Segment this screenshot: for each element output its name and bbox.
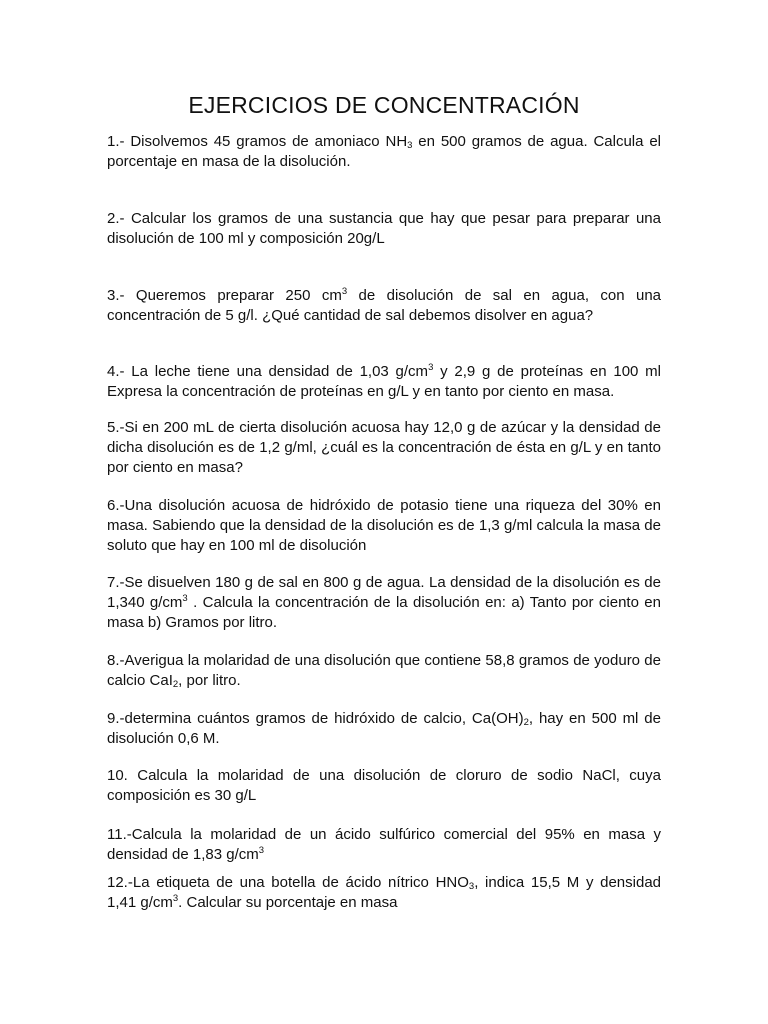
exercise-text: 6.-Una disolución acuosa de hidróxido de potasio tiene una riqueza del 30% en masa. Sabiendo que la densidad de la disolución es de 1,3 g/ml calcula la masa de soluto que hay en 100 ml de disolución [107,497,661,554]
exercise-text: , por litro. [178,672,241,689]
exercise-8 [107,651,661,691]
exercise-text: 7.-Se disuelven 180 g de sal en 800 g de agua. La densidad de la disolución es de 1,340 g/cm [107,574,661,611]
superscript: 3 [258,845,265,856]
superscript: 3 [341,286,348,297]
superscript: 3 [182,593,188,604]
exercise-text: 11.-Calcula la molaridad de un ácido sulfúrico comercial del 95% en masa y densidad de 1,83 g/cm [107,826,661,863]
exercise-text: en 500 gramos de agua. Calcula el porcentaje en masa de la disolución. [107,133,662,170]
subscript: 2 [172,679,179,690]
exercise-text: 5.-Si en 200 mL de cierta disolución acuosa hay 12,0 g de azúcar y la densidad de dicha disolución es de 1,2 g/ml, ¿cuál es la concentración de ésta en g/L y en tanto por ciento en masa? [107,419,661,476]
subscript: 3 [468,881,475,892]
exercise-text: 3.- Queremos preparar 250 cm [107,287,342,304]
exercise-4 [107,362,661,402]
subscript: 2 [523,717,529,728]
exercise-text: 10. Calcula la molaridad de una disolución de cloruro de sodio NaCl, cuya composición es 30 g/L [107,767,661,804]
exercise-text: 2.- Calcular los gramos de una sustancia que hay que pesar para preparar una disolución de 100 ml y composición 20g/L [107,210,661,247]
exercise-text: , indica 15,5 M y densidad 1,41 g/cm [107,874,662,911]
superscript: 3 [172,893,179,904]
exercise-5 [107,418,661,478]
superscript: 3 [428,362,434,373]
exercise-text: 1.- Disolvemos 45 gramos de amoniaco NH [107,133,408,150]
exercise-3 [107,286,661,326]
exercise-7 [107,573,661,633]
document-title: EJERCICIOS DE CONCENTRACIÓN [188,92,580,118]
exercise-text: de disolución de sal en agua, con una concentración de 5 g/l. ¿Qué cantidad de sal debemos disolver en agua? [107,287,661,324]
exercise-text: 8.-Averigua la molaridad de una disolución que contiene 58,8 gramos de yoduro de calcio CaI [107,652,661,689]
exercise-text: . Calcula la concentración de la disolución en: a) Tanto por ciento en masa b) Gramos por litro. [107,594,661,631]
exercise-text: 12.-La etiqueta de una botella de ácido nítrico HNO [107,874,469,891]
exercise-9 [107,709,661,749]
exercise-text: 9.-determina cuántos gramos de hidróxido de calcio, Ca(OH) [107,710,524,727]
exercise-text: 4.- La leche tiene una densidad de 1,03 g/cm [107,363,429,380]
exercise-11 [107,825,661,865]
exercise-12 [107,873,661,913]
exercise-text: y 2,9 g de proteínas en 100 ml Expresa la concentración de proteínas en g/L y en tanto por ciento en masa. [107,363,661,400]
exercise-text: . Calcular su porcentaje en masa [178,894,398,911]
exercise-text: , hay en 500 ml de disolución 0,6 M. [107,710,661,747]
exercise-10 [107,766,661,806]
exercise-1 [107,132,661,172]
exercise-2 [107,209,661,249]
subscript: 3 [407,140,413,151]
exercise-6 [107,496,661,556]
